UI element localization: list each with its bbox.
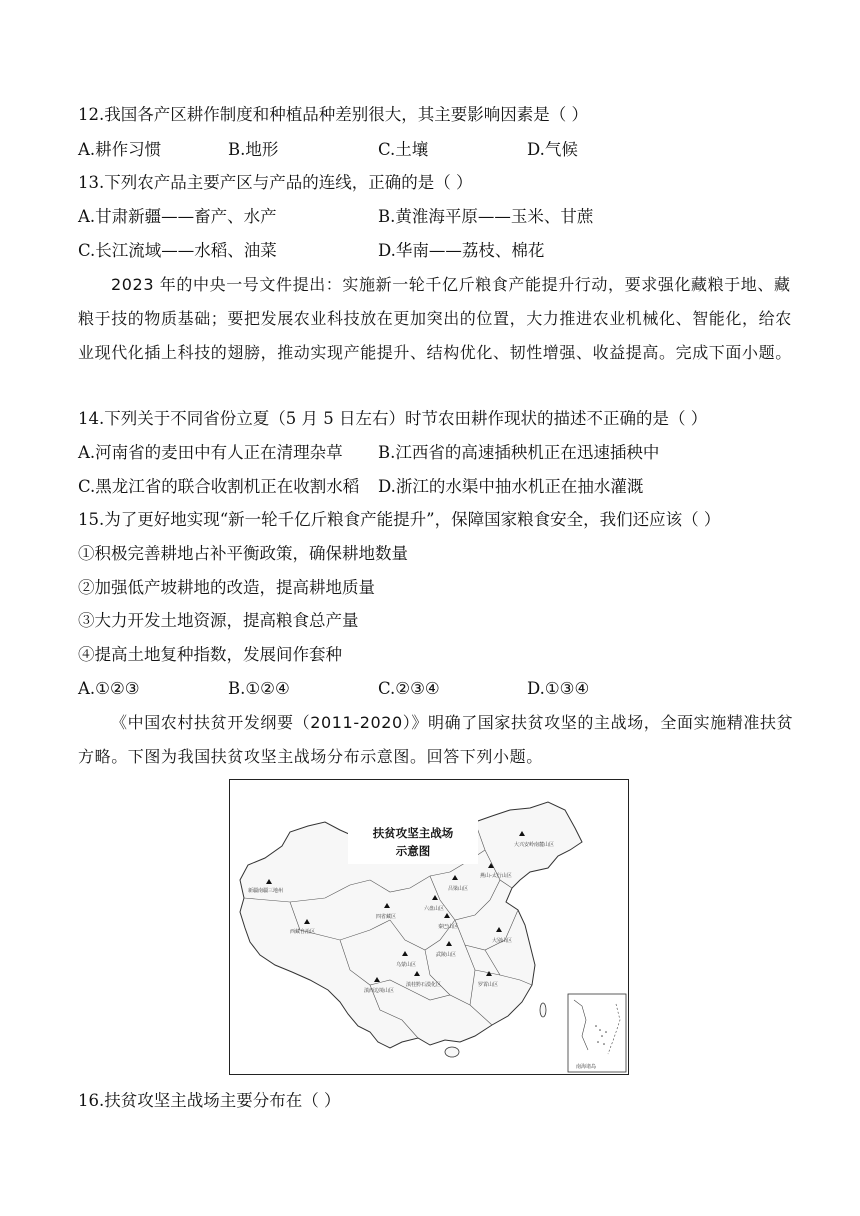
label-dianguiqian: 滇桂黔石漠化区 <box>406 982 442 988</box>
inset-label: 南海诸岛 <box>576 1064 597 1070</box>
q12-stem: 12.我国各产区耕作制度和种植品种差别很大，其主要影响因素是（ ） <box>78 105 588 124</box>
q15-stem: 15.为了更好地实现“新一轮千亿斤粮食产能提升”，保障国家粮食安全，我们还应该（ ） <box>78 510 721 529</box>
map-title-line2: 示意图 <box>395 844 431 858</box>
label-daxinganling: 大兴安岭南麓山区 <box>514 842 555 848</box>
q12-option-c: C.土壤 <box>378 140 429 159</box>
label-xinjiang: 新疆南疆三地州 <box>248 888 284 894</box>
hainan-island <box>445 1047 459 1057</box>
passage-2 <box>78 706 794 774</box>
label-wuling: 武陵山区 <box>436 952 457 958</box>
q15-option-d: D.①③④ <box>527 679 590 698</box>
label-dianxi: 滇西边境山区 <box>364 988 395 994</box>
q14-option-c: C.黑龙江省的联合收割机正在收割水稻 <box>78 477 360 496</box>
passage-2-text: 《中国农村扶贫开发纲要（2011-2020）》明确了国家扶贫攻坚的主战场，全面实施精准扶贫方略。下图为我国扶贫攻坚主战场分布示意图。回答下列小题。 <box>78 713 794 766</box>
q13-option-c: C.长江流域——水稻、油菜 <box>78 241 277 260</box>
poverty-map-svg <box>230 780 628 1074</box>
q16-stem: 16.扶贫攻坚主战场主要分布在（ ） <box>78 1091 341 1110</box>
q15-option-a: A.①②③ <box>78 679 140 698</box>
label-liupan: 六盘山区 <box>424 906 445 912</box>
q13-option-d: D.华南——荔枝、棉花 <box>378 241 545 260</box>
q12-option-d: D.气候 <box>527 140 578 159</box>
q14-option-d: D.浙江的水渠中抽水机正在抽水灌溉 <box>378 477 644 496</box>
q14-option-b: B.江西省的高速插秧机正在迅速插秧中 <box>378 443 660 462</box>
q13-stem: 13.下列农产品主要产区与产品的连线，正确的是（ ） <box>78 173 473 192</box>
label-yanshan-taihang: 燕山-太行山区 <box>480 873 512 879</box>
taiwan-island <box>540 1003 546 1017</box>
q15-item-2: ②加强低产坡耕地的改造，提高耕地质量 <box>78 578 375 597</box>
passage-1-text: 2023 年的中央一号文件提出：实施新一轮千亿斤粮食产能提升行动，要求强化藏粮于地、藏粮于技的物质基础；要把发展农业科技放在更加突出的位置，大力推进农业机械化、智能化，给农业现代化插上科技的翅膀，推动实现产能提升、结构优化、韧性增强、收益提高。完成下面小题。 <box>78 275 792 362</box>
passage-1 <box>78 268 794 370</box>
south-china-sea-inset <box>568 994 626 1072</box>
q12-option-a: A.耕作习惯 <box>78 140 162 159</box>
q14-stem: 14.下列关于不同省份立夏（5 月 5 日左右）时节农田耕作现状的描述不正确的是（ ） <box>78 409 708 428</box>
label-sisheng-zangqu: 四省藏区 <box>376 914 397 920</box>
map-title-line1: 扶贫攻坚主战场 <box>372 826 454 840</box>
q15-item-1: ①积极完善耕地占补平衡政策，确保耕地数量 <box>78 544 408 563</box>
label-wumeng: 乌蒙山区 <box>396 962 417 968</box>
q12-option-b: B.地形 <box>228 140 279 159</box>
q15-item-3: ③大力开发土地资源，提高粮食总产量 <box>78 611 359 630</box>
poverty-map-figure <box>229 779 629 1075</box>
q15-option-b: B.①②④ <box>228 679 290 698</box>
label-xizang: 西藏自治区 <box>290 929 316 935</box>
q15-item-4: ④提高土地复种指数，发展间作套种 <box>78 645 342 664</box>
q15-option-c: C.②③④ <box>378 679 440 698</box>
q14-option-a: A.河南省的麦田中有人正在清理杂草 <box>78 443 343 462</box>
label-luoxiao: 罗霄山区 <box>478 982 499 988</box>
q13-option-b: B.黄淮海平原——玉米、甘蔗 <box>378 207 594 226</box>
q13-option-a: A.甘肃新疆——畜产、水产 <box>78 207 277 226</box>
label-qinba: 秦巴山区 <box>438 924 459 930</box>
label-lvliang: 吕梁山区 <box>448 886 469 892</box>
label-dabie: 大别山区 <box>492 938 513 944</box>
